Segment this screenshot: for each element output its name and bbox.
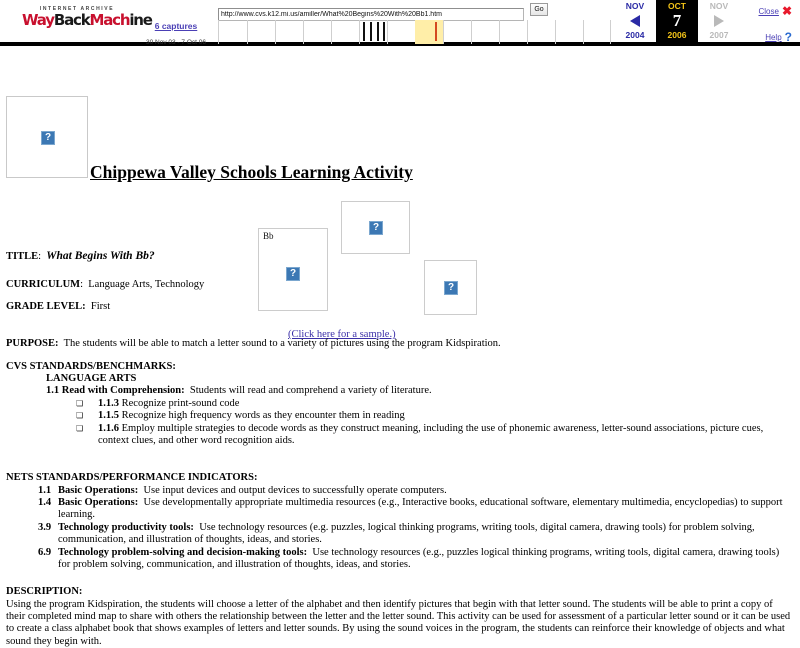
date-navigation [614,0,742,42]
curriculum-value: Language Arts, Technology [88,278,205,290]
nets-bold: Technology productivity tools: [58,521,194,533]
nets-text: Use technology resources (e.g., puzzles logical thinking programs, writing tools, digital camera, drawing tools) for problem solving, communication, and illustration of thoughts, ideas, and stories. [58,546,780,570]
help-link[interactable]: Help [765,33,782,42]
timeline-tick[interactable] [363,22,365,41]
nets-text: Use technology resources (e.g. puzzles, logical thinking programs, writing tools, digital camera, drawing tools) for problem solving, communication, and illustration of thoughts, ideas, and stories. [58,521,755,546]
archived-page [0,46,800,647]
close-link[interactable]: Close [758,7,779,16]
cvs-benchmark [76,398,794,410]
logo-back: Back [53,11,90,29]
capture-timeline[interactable] [218,20,610,44]
logo-ine: ine [129,11,152,29]
header-image-placeholder [6,96,88,178]
timeline-month[interactable] [331,20,360,44]
checkbox-icon: ❏ [76,423,84,433]
cvs-standard-num: 1.1 Read with Comprehension: [46,385,185,397]
spacer [6,447,794,462]
close-icon[interactable]: ✖ [781,4,792,18]
nets-num: 1.1 [38,484,52,496]
prev-month-label: NOV [625,1,645,11]
benchmark-text: Recognize high frequency words as they encounter them in reading [121,410,405,422]
benchmark-num: 1.1.3 [98,397,119,409]
url-bar [218,3,548,16]
benchmark-text: Recognize print-sound code [121,397,240,409]
timeline-month[interactable] [415,20,444,44]
spacer [6,291,794,301]
nets-item [38,547,794,572]
go-button[interactable]: Go [530,3,548,16]
spacer [6,313,794,328]
nets-item [38,522,794,547]
grade-row [6,301,794,313]
chevron-right-icon[interactable] [714,15,724,27]
internet-archive-logo[interactable] [22,6,152,29]
page-title: Chippewa Valley Schools Learning Activity [90,162,413,182]
nets-item [38,485,794,497]
internet-archive-label: INTERNET ARCHIVE [39,6,115,12]
timeline-month[interactable] [443,20,472,44]
timeline-month[interactable] [471,20,500,44]
title-row [6,250,794,264]
sample-link[interactable]: (Click here for a sample.) [288,329,396,340]
timeline-month[interactable] [583,20,611,44]
curriculum-label: CURRICULUM [6,278,81,290]
grade-value: First [90,300,111,312]
spacer [6,328,794,338]
timeline-month[interactable] [387,20,416,44]
cvs-standard-text: Students will read and comprehend a variety of literature. [189,385,432,397]
purpose-value: The students will be able to match a letter sound to a variety of pictures using the program Kidspiration. [63,338,501,350]
timeline-month[interactable] [359,20,388,44]
broken-image-icon [41,131,55,145]
current-day-label: 7 [672,11,682,30]
sample-box-top [341,201,410,254]
close-row[interactable] [758,4,792,18]
timeline-tick[interactable] [383,22,385,41]
broken-image-icon [369,221,383,235]
purpose-row [6,338,794,350]
benchmark-text: Employ multiple strategies to decode words as they construct meaning, including the use of phonemic awareness, letter-sound associations, picture cues, context clues, and other word recognition aids. [98,422,764,446]
captures-date-range: 30 Nov 03 - 7 Oct 06 [146,39,206,46]
current-capture-date[interactable] [656,0,698,42]
current-year-label: 2006 [667,30,687,40]
prev-year-label: 2004 [625,30,645,40]
prev-arrow-wrap[interactable] [614,12,656,30]
nets-num: 6.9 [38,546,52,558]
logo-mach: Mach [89,11,130,29]
nets-item [38,497,794,522]
wayback-machine-wordmark [22,11,152,29]
timeline-month[interactable] [555,20,584,44]
wayback-toolbar [0,0,800,46]
cvs-subject: LANGUAGE ARTS [46,373,137,385]
nets-standards-heading: NETS STANDARDS/PERFORMANCE INDICATORS: [6,472,258,484]
timeline-month[interactable] [219,20,248,44]
nets-text: Use input devices and output devices to successfully operate computers. [143,484,447,496]
benchmark-num: 1.1.6 [98,422,119,434]
title-colon: : [38,251,47,262]
spacer [6,571,794,586]
timeline-month[interactable] [303,20,332,44]
timeline-tick-current[interactable] [435,22,437,41]
curriculum-colon: : [80,278,89,290]
nets-bold: Technology problem-solving and decision-making tools: [58,546,308,558]
help-icon[interactable]: ? [784,30,792,44]
sample-box-label: Bb [263,231,274,241]
captures-count-link[interactable]: 6 captures [154,21,198,31]
timeline-month[interactable] [499,20,528,44]
next-year-label: 2007 [709,30,729,40]
help-row[interactable] [765,30,792,44]
timeline-tick[interactable] [370,22,372,41]
nets-num: 3.9 [38,521,52,533]
prev-capture-nav[interactable] [614,0,656,42]
current-month-label: OCT [668,1,686,11]
chevron-left-icon[interactable] [630,15,640,27]
nets-bold: Basic Operations: [58,484,139,496]
cvs-standard [46,385,794,397]
grade-label: GRADE LEVEL: [6,300,86,312]
next-month-label: NOV [709,1,729,11]
description-body: Using the program Kidspiration, the students will choose a letter of the alphabet and then identify pictures that begin with that letter sound. The students will be able to print a copy of their completed mind map to share with others the relationship between the letter and the letter sound. This activity can be used for assessment of a particular letter sound or it can be used to create a class alphabet book that shows examples of letters and letter sounds. By using the sound voices in the program, the students can reinforce their knowledge of objects and what sound they begin with. [6,598,791,647]
timeline-current-highlight [415,20,443,44]
title-value: What Begins With Bb? [46,250,155,262]
description-heading: DESCRIPTION: [6,586,83,598]
spacer [6,264,794,279]
timeline-month[interactable] [247,20,276,44]
timeline-month[interactable] [275,20,304,44]
nets-bold: Basic Operations: [58,497,139,509]
purpose-label: PURPOSE: [6,338,59,350]
title-label: TITLE [6,251,39,262]
nets-text: Use developmentally appropriate multimedia resources (e.g., Interactive books, educational software, elementary multimedia, encyclopedias) to support learning. [58,497,783,521]
curriculum-row [6,279,794,291]
cvs-benchmark [76,423,794,448]
logo-way: Way [22,11,54,29]
cvs-benchmark [76,410,794,422]
activity-content [6,250,794,648]
benchmark-num: 1.1.5 [98,410,119,422]
checkbox-icon: ❏ [76,411,84,421]
timeline-month[interactable] [527,20,556,44]
checkbox-icon: ❏ [76,398,84,408]
cvs-standards-heading: CVS STANDARDS/BENCHMARKS: [6,360,176,372]
next-arrow-wrap[interactable] [698,12,740,30]
spacer [6,351,794,361]
spacer [6,462,794,472]
timeline-tick[interactable] [377,22,379,41]
captures-block [128,21,224,49]
next-capture-nav[interactable] [698,0,740,42]
nets-num: 1.4 [38,497,52,509]
